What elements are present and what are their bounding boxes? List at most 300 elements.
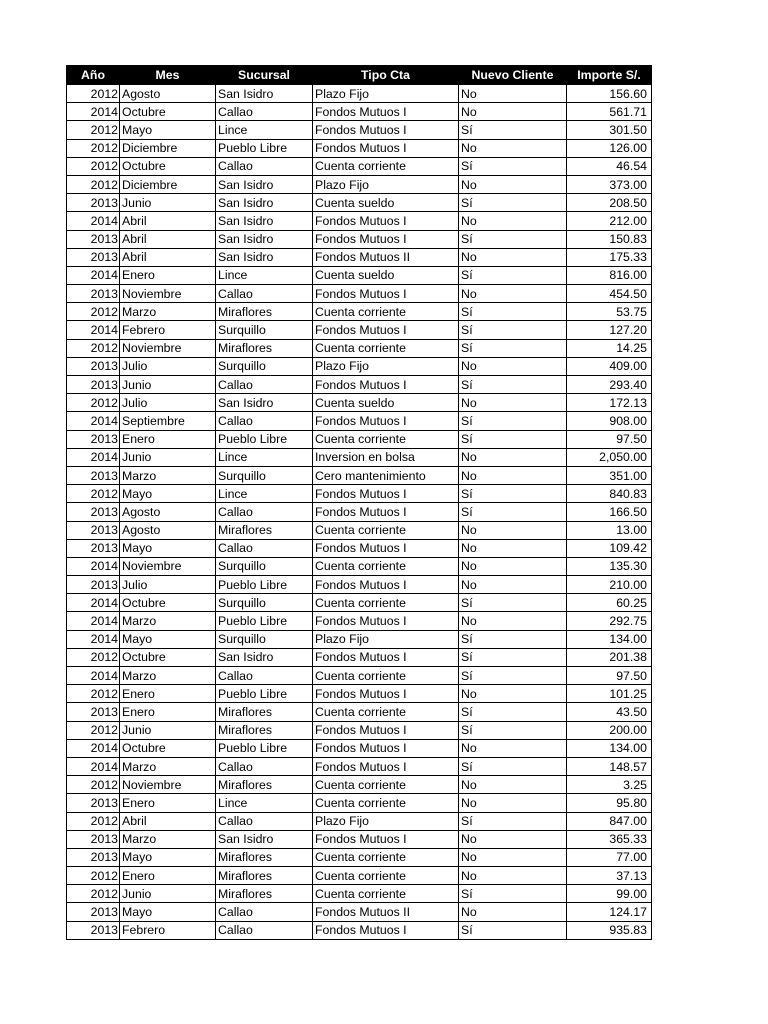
cell-importe[interactable]: 454.50 <box>567 285 652 303</box>
cell-importe[interactable]: 301.50 <box>567 121 652 139</box>
cell-tipo-cta[interactable]: Cuenta sueldo <box>313 266 459 284</box>
cell-sucursal[interactable]: Pueblo Libre <box>216 430 313 448</box>
cell-tipo-cta[interactable]: Fondos Mutuos I <box>313 612 459 630</box>
cell-sucursal[interactable]: Lince <box>216 266 313 284</box>
cell-anio[interactable]: 2012 <box>67 139 120 157</box>
cell-tipo-cta[interactable]: Fondos Mutuos I <box>313 485 459 503</box>
cell-sucursal[interactable]: San Isidro <box>216 194 313 212</box>
cell-sucursal[interactable]: Miraflores <box>216 339 313 357</box>
cell-sucursal[interactable]: Callao <box>216 412 313 430</box>
cell-anio[interactable]: 2012 <box>67 157 120 175</box>
table-row <box>67 757 652 775</box>
cell-anio[interactable]: 2013 <box>67 503 120 521</box>
cell-mes[interactable]: Diciembre <box>120 175 216 193</box>
cell-nuevo-cliente[interactable]: Sí <box>459 885 567 903</box>
cell-tipo-cta[interactable]: Fondos Mutuos II <box>313 248 459 266</box>
cell-importe[interactable]: 95.80 <box>567 794 652 812</box>
cell-sucursal[interactable]: Callao <box>216 921 313 939</box>
cell-anio[interactable]: 2014 <box>67 557 120 575</box>
cell-tipo-cta[interactable]: Cuenta corriente <box>313 339 459 357</box>
cell-sucursal[interactable]: Miraflores <box>216 885 313 903</box>
cell-mes[interactable]: Mayo <box>120 539 216 557</box>
cell-anio[interactable]: 2013 <box>67 376 120 394</box>
cell-mes[interactable]: Mayo <box>120 903 216 921</box>
cell-mes[interactable]: Enero <box>120 266 216 284</box>
cell-anio[interactable]: 2012 <box>67 648 120 666</box>
table-row <box>67 794 652 812</box>
cell-importe[interactable]: 908.00 <box>567 412 652 430</box>
cell-nuevo-cliente[interactable]: Sí <box>459 503 567 521</box>
cell-importe[interactable]: 60.25 <box>567 594 652 612</box>
cell-anio[interactable]: 2012 <box>67 303 120 321</box>
table-row <box>67 321 652 339</box>
cell-sucursal[interactable]: Pueblo Libre <box>216 139 313 157</box>
cell-tipo-cta[interactable]: Cuenta corriente <box>313 794 459 812</box>
cell-mes[interactable]: Octubre <box>120 594 216 612</box>
cell-importe[interactable]: 134.00 <box>567 739 652 757</box>
cell-nuevo-cliente[interactable]: No <box>459 867 567 885</box>
cell-mes[interactable]: Marzo <box>120 303 216 321</box>
table-row <box>67 85 652 103</box>
cell-sucursal[interactable]: Miraflores <box>216 867 313 885</box>
cell-nuevo-cliente[interactable]: Sí <box>459 266 567 284</box>
cell-importe[interactable]: 935.83 <box>567 921 652 939</box>
cell-anio[interactable]: 2013 <box>67 848 120 866</box>
cell-anio[interactable]: 2012 <box>67 339 120 357</box>
cell-nuevo-cliente[interactable]: Sí <box>459 594 567 612</box>
cell-nuevo-cliente[interactable]: No <box>459 539 567 557</box>
cell-sucursal[interactable]: Pueblo Libre <box>216 685 313 703</box>
cell-sucursal[interactable]: Callao <box>216 285 313 303</box>
cell-anio[interactable]: 2014 <box>67 212 120 230</box>
cell-anio[interactable]: 2012 <box>67 812 120 830</box>
cell-importe[interactable]: 200.00 <box>567 721 652 739</box>
cell-anio[interactable]: 2014 <box>67 412 120 430</box>
cell-tipo-cta[interactable]: Fondos Mutuos I <box>313 921 459 939</box>
cell-tipo-cta[interactable]: Fondos Mutuos I <box>313 139 459 157</box>
cell-tipo-cta[interactable]: Cuenta corriente <box>313 430 459 448</box>
cell-tipo-cta[interactable]: Fondos Mutuos I <box>313 685 459 703</box>
cell-sucursal[interactable]: Pueblo Libre <box>216 739 313 757</box>
cell-anio[interactable]: 2012 <box>67 485 120 503</box>
cell-anio[interactable]: 2013 <box>67 230 120 248</box>
cell-tipo-cta[interactable]: Cuenta sueldo <box>313 394 459 412</box>
cell-nuevo-cliente[interactable]: Sí <box>459 721 567 739</box>
cell-sucursal[interactable]: San Isidro <box>216 248 313 266</box>
cell-nuevo-cliente[interactable]: No <box>459 848 567 866</box>
cell-sucursal[interactable]: Lince <box>216 121 313 139</box>
cell-tipo-cta[interactable]: Cuenta corriente <box>313 703 459 721</box>
cell-nuevo-cliente[interactable]: No <box>459 794 567 812</box>
cell-tipo-cta[interactable]: Cuenta corriente <box>313 594 459 612</box>
cell-nuevo-cliente[interactable]: No <box>459 103 567 121</box>
table-row <box>67 357 652 375</box>
cell-sucursal[interactable]: Lince <box>216 448 313 466</box>
cell-importe[interactable]: 46.54 <box>567 157 652 175</box>
cell-tipo-cta[interactable]: Cuenta corriente <box>313 521 459 539</box>
cell-anio[interactable]: 2014 <box>67 594 120 612</box>
cell-nuevo-cliente[interactable]: No <box>459 285 567 303</box>
cell-sucursal[interactable]: Surquillo <box>216 466 313 484</box>
cell-mes[interactable]: Octubre <box>120 103 216 121</box>
cell-importe[interactable]: 210.00 <box>567 576 652 594</box>
cell-nuevo-cliente[interactable]: Sí <box>459 648 567 666</box>
cell-mes[interactable]: Julio <box>120 357 216 375</box>
cell-anio[interactable]: 2014 <box>67 630 120 648</box>
cell-anio[interactable]: 2013 <box>67 357 120 375</box>
cell-anio[interactable]: 2013 <box>67 285 120 303</box>
cell-tipo-cta[interactable]: Fondos Mutuos I <box>313 321 459 339</box>
cell-anio[interactable]: 2013 <box>67 466 120 484</box>
cell-nuevo-cliente[interactable]: Sí <box>459 157 567 175</box>
cell-importe[interactable]: 365.33 <box>567 830 652 848</box>
cell-nuevo-cliente[interactable]: Sí <box>459 121 567 139</box>
cell-mes[interactable]: Octubre <box>120 157 216 175</box>
cell-mes[interactable]: Julio <box>120 576 216 594</box>
cell-mes[interactable]: Febrero <box>120 321 216 339</box>
cell-tipo-cta[interactable]: Fondos Mutuos I <box>313 121 459 139</box>
cell-sucursal[interactable]: Callao <box>216 812 313 830</box>
cell-importe[interactable]: 99.00 <box>567 885 652 903</box>
cell-tipo-cta[interactable]: Plazo Fijo <box>313 85 459 103</box>
cell-importe[interactable]: 53.75 <box>567 303 652 321</box>
cell-mes[interactable]: Abril <box>120 248 216 266</box>
cell-anio[interactable]: 2012 <box>67 394 120 412</box>
cell-importe[interactable]: 561.71 <box>567 103 652 121</box>
cell-nuevo-cliente[interactable]: Sí <box>459 194 567 212</box>
cell-sucursal[interactable]: Callao <box>216 539 313 557</box>
cell-importe[interactable]: 847.00 <box>567 812 652 830</box>
cell-nuevo-cliente[interactable]: No <box>459 466 567 484</box>
cell-sucursal[interactable]: Miraflores <box>216 521 313 539</box>
cell-sucursal[interactable]: Pueblo Libre <box>216 576 313 594</box>
cell-importe[interactable]: 101.25 <box>567 685 652 703</box>
cell-tipo-cta[interactable]: Fondos Mutuos I <box>313 576 459 594</box>
table-row <box>67 812 652 830</box>
cell-nuevo-cliente[interactable]: No <box>459 739 567 757</box>
cell-anio[interactable]: 2013 <box>67 794 120 812</box>
cell-importe[interactable]: 3.25 <box>567 776 652 794</box>
table-row <box>67 430 652 448</box>
cell-importe[interactable]: 212.00 <box>567 212 652 230</box>
cell-tipo-cta[interactable]: Cuenta sueldo <box>313 194 459 212</box>
col-header-tipo-cta[interactable]: Tipo Cta <box>313 66 459 85</box>
cell-importe[interactable]: 172.13 <box>567 394 652 412</box>
cell-mes[interactable]: Junio <box>120 194 216 212</box>
cell-sucursal[interactable]: Surquillo <box>216 630 313 648</box>
cell-sucursal[interactable]: San Isidro <box>216 212 313 230</box>
cell-nuevo-cliente[interactable]: No <box>459 448 567 466</box>
cell-nuevo-cliente[interactable]: Sí <box>459 303 567 321</box>
cell-importe[interactable]: 43.50 <box>567 703 652 721</box>
cell-mes[interactable]: Abril <box>120 812 216 830</box>
cell-importe[interactable]: 124.17 <box>567 903 652 921</box>
cell-tipo-cta[interactable]: Cuenta corriente <box>313 667 459 685</box>
cell-importe[interactable]: 293.40 <box>567 376 652 394</box>
table-row <box>67 776 652 794</box>
cell-tipo-cta[interactable]: Fondos Mutuos I <box>313 376 459 394</box>
cell-anio[interactable]: 2013 <box>67 521 120 539</box>
cell-importe[interactable]: 97.50 <box>567 430 652 448</box>
cell-importe[interactable]: 148.57 <box>567 757 652 775</box>
cell-nuevo-cliente[interactable]: Sí <box>459 321 567 339</box>
cell-sucursal[interactable]: Callao <box>216 667 313 685</box>
cell-mes[interactable]: Septiembre <box>120 412 216 430</box>
cell-anio[interactable]: 2014 <box>67 757 120 775</box>
cell-mes[interactable]: Noviembre <box>120 776 216 794</box>
cell-anio[interactable]: 2014 <box>67 667 120 685</box>
cell-nuevo-cliente[interactable]: Sí <box>459 412 567 430</box>
cell-tipo-cta[interactable]: Plazo Fijo <box>313 357 459 375</box>
cell-sucursal[interactable]: Miraflores <box>216 703 313 721</box>
cell-nuevo-cliente[interactable]: No <box>459 776 567 794</box>
col-header-nuevo-cliente[interactable]: Nuevo Cliente <box>459 66 567 85</box>
cell-mes[interactable]: Febrero <box>120 921 216 939</box>
cell-tipo-cta[interactable]: Fondos Mutuos I <box>313 230 459 248</box>
cell-nuevo-cliente[interactable]: Sí <box>459 921 567 939</box>
cell-importe[interactable]: 77.00 <box>567 848 652 866</box>
cell-anio[interactable]: 2013 <box>67 576 120 594</box>
cell-mes[interactable]: Octubre <box>120 648 216 666</box>
cell-anio[interactable]: 2013 <box>67 830 120 848</box>
cell-sucursal[interactable]: Callao <box>216 903 313 921</box>
cell-nuevo-cliente[interactable]: Sí <box>459 339 567 357</box>
cell-sucursal[interactable]: Surquillo <box>216 357 313 375</box>
cell-anio[interactable]: 2013 <box>67 539 120 557</box>
cell-tipo-cta[interactable]: Inversion en bolsa <box>313 448 459 466</box>
cell-importe[interactable]: 126.00 <box>567 139 652 157</box>
cell-anio[interactable]: 2012 <box>67 721 120 739</box>
cell-mes[interactable]: Junio <box>120 376 216 394</box>
cell-sucursal[interactable]: Surquillo <box>216 557 313 575</box>
cell-tipo-cta[interactable]: Fondos Mutuos I <box>313 830 459 848</box>
cell-mes[interactable]: Enero <box>120 685 216 703</box>
cell-nuevo-cliente[interactable]: No <box>459 248 567 266</box>
cell-nuevo-cliente[interactable]: Sí <box>459 630 567 648</box>
cell-tipo-cta[interactable]: Plazo Fijo <box>313 630 459 648</box>
col-header-mes[interactable]: Mes <box>120 66 216 85</box>
cell-importe[interactable]: 166.50 <box>567 503 652 521</box>
cell-importe[interactable]: 156.60 <box>567 85 652 103</box>
cell-mes[interactable]: Marzo <box>120 612 216 630</box>
cell-sucursal[interactable]: Miraflores <box>216 848 313 866</box>
cell-anio[interactable]: 2014 <box>67 448 120 466</box>
cell-mes[interactable]: Mayo <box>120 630 216 648</box>
cell-mes[interactable]: Abril <box>120 212 216 230</box>
cell-mes[interactable]: Enero <box>120 794 216 812</box>
cell-nuevo-cliente[interactable]: No <box>459 212 567 230</box>
cell-importe[interactable]: 135.30 <box>567 557 652 575</box>
cell-sucursal[interactable]: San Isidro <box>216 394 313 412</box>
cell-importe[interactable]: 37.13 <box>567 867 652 885</box>
cell-mes[interactable]: Diciembre <box>120 139 216 157</box>
cell-mes[interactable]: Junio <box>120 721 216 739</box>
cell-tipo-cta[interactable]: Plazo Fijo <box>313 175 459 193</box>
cell-tipo-cta[interactable]: Cuenta corriente <box>313 157 459 175</box>
cell-nuevo-cliente[interactable]: No <box>459 685 567 703</box>
cell-sucursal[interactable]: Miraflores <box>216 776 313 794</box>
cell-anio[interactable]: 2014 <box>67 103 120 121</box>
cell-tipo-cta[interactable]: Cuenta corriente <box>313 303 459 321</box>
cell-anio[interactable]: 2013 <box>67 430 120 448</box>
cell-tipo-cta[interactable]: Cuenta corriente <box>313 848 459 866</box>
cell-tipo-cta[interactable]: Cuenta corriente <box>313 867 459 885</box>
cell-mes[interactable]: Marzo <box>120 830 216 848</box>
cell-tipo-cta[interactable]: Fondos Mutuos I <box>313 412 459 430</box>
cell-tipo-cta[interactable]: Cuenta corriente <box>313 557 459 575</box>
cell-mes[interactable]: Noviembre <box>120 285 216 303</box>
cell-tipo-cta[interactable]: Fondos Mutuos I <box>313 503 459 521</box>
cell-nuevo-cliente[interactable]: No <box>459 576 567 594</box>
cell-mes[interactable]: Marzo <box>120 466 216 484</box>
cell-anio[interactable]: 2013 <box>67 194 120 212</box>
cell-anio[interactable]: 2014 <box>67 266 120 284</box>
cell-anio[interactable]: 2012 <box>67 175 120 193</box>
cell-nuevo-cliente[interactable]: No <box>459 139 567 157</box>
cell-tipo-cta[interactable]: Fondos Mutuos I <box>313 721 459 739</box>
cell-nuevo-cliente[interactable]: No <box>459 903 567 921</box>
cell-mes[interactable]: Noviembre <box>120 339 216 357</box>
cell-nuevo-cliente[interactable]: Sí <box>459 485 567 503</box>
cell-sucursal[interactable]: Lince <box>216 485 313 503</box>
cell-importe[interactable]: 14.25 <box>567 339 652 357</box>
cell-tipo-cta[interactable]: Fondos Mutuos I <box>313 285 459 303</box>
cell-mes[interactable]: Abril <box>120 230 216 248</box>
cell-sucursal[interactable]: San Isidro <box>216 230 313 248</box>
cell-anio[interactable]: 2014 <box>67 739 120 757</box>
cell-mes[interactable]: Mayo <box>120 121 216 139</box>
cell-sucursal[interactable]: Miraflores <box>216 303 313 321</box>
cell-anio[interactable]: 2012 <box>67 867 120 885</box>
cell-importe[interactable]: 208.50 <box>567 194 652 212</box>
table-row <box>67 739 652 757</box>
cell-mes[interactable]: Enero <box>120 703 216 721</box>
cell-nuevo-cliente[interactable]: No <box>459 830 567 848</box>
cell-mes[interactable]: Enero <box>120 867 216 885</box>
cell-anio[interactable]: 2014 <box>67 321 120 339</box>
cell-anio[interactable]: 2013 <box>67 248 120 266</box>
cell-anio[interactable]: 2012 <box>67 85 120 103</box>
cell-tipo-cta[interactable]: Fondos Mutuos I <box>313 648 459 666</box>
cell-sucursal[interactable]: San Isidro <box>216 175 313 193</box>
cell-nuevo-cliente[interactable]: No <box>459 357 567 375</box>
cell-sucursal[interactable]: Callao <box>216 157 313 175</box>
cell-importe[interactable]: 840.83 <box>567 485 652 503</box>
cell-tipo-cta[interactable]: Cuenta corriente <box>313 776 459 794</box>
cell-nuevo-cliente[interactable]: No <box>459 175 567 193</box>
cell-importe[interactable]: 134.00 <box>567 630 652 648</box>
cell-tipo-cta[interactable]: Cuenta corriente <box>313 885 459 903</box>
cell-mes[interactable]: Enero <box>120 430 216 448</box>
cell-mes[interactable]: Octubre <box>120 739 216 757</box>
cell-sucursal[interactable]: San Isidro <box>216 85 313 103</box>
cell-sucursal[interactable]: San Isidro <box>216 648 313 666</box>
cell-nuevo-cliente[interactable]: Sí <box>459 667 567 685</box>
cell-importe[interactable]: 2,050.00 <box>567 448 652 466</box>
cell-anio[interactable]: 2013 <box>67 921 120 939</box>
cell-mes[interactable]: Julio <box>120 394 216 412</box>
cell-nuevo-cliente[interactable]: No <box>459 394 567 412</box>
cell-nuevo-cliente[interactable]: No <box>459 85 567 103</box>
cell-mes[interactable]: Agosto <box>120 503 216 521</box>
cell-importe[interactable]: 109.42 <box>567 539 652 557</box>
cell-tipo-cta[interactable]: Fondos Mutuos I <box>313 212 459 230</box>
cell-importe[interactable]: 175.33 <box>567 248 652 266</box>
cell-anio[interactable]: 2012 <box>67 776 120 794</box>
cell-importe[interactable]: 409.00 <box>567 357 652 375</box>
col-header-sucursal[interactable]: Sucursal <box>216 66 313 85</box>
cell-mes[interactable]: Mayo <box>120 485 216 503</box>
cell-tipo-cta[interactable]: Cero mantenimiento <box>313 466 459 484</box>
cell-tipo-cta[interactable]: Fondos Mutuos II <box>313 903 459 921</box>
cell-nuevo-cliente[interactable]: No <box>459 557 567 575</box>
cell-nuevo-cliente[interactable]: No <box>459 612 567 630</box>
cell-mes[interactable]: Marzo <box>120 757 216 775</box>
cell-tipo-cta[interactable]: Fondos Mutuos I <box>313 757 459 775</box>
cell-tipo-cta[interactable]: Fondos Mutuos I <box>313 539 459 557</box>
cell-importe[interactable]: 150.83 <box>567 230 652 248</box>
cell-sucursal[interactable]: Callao <box>216 376 313 394</box>
cell-sucursal[interactable]: Lince <box>216 794 313 812</box>
cell-importe[interactable]: 351.00 <box>567 466 652 484</box>
cell-importe[interactable]: 292.75 <box>567 612 652 630</box>
cell-mes[interactable]: Mayo <box>120 848 216 866</box>
cell-importe[interactable]: 97.50 <box>567 667 652 685</box>
cell-sucursal[interactable]: San Isidro <box>216 830 313 848</box>
cell-mes[interactable]: Agosto <box>120 85 216 103</box>
cell-importe[interactable]: 13.00 <box>567 521 652 539</box>
table-row <box>67 139 652 157</box>
cell-nuevo-cliente[interactable]: Sí <box>459 812 567 830</box>
cell-sucursal[interactable]: Surquillo <box>216 594 313 612</box>
cell-tipo-cta[interactable]: Fondos Mutuos I <box>313 739 459 757</box>
cell-tipo-cta[interactable]: Fondos Mutuos I <box>313 103 459 121</box>
cell-nuevo-cliente[interactable]: Sí <box>459 430 567 448</box>
cell-sucursal[interactable]: Callao <box>216 757 313 775</box>
cell-anio[interactable]: 2013 <box>67 703 120 721</box>
cell-nuevo-cliente[interactable]: Sí <box>459 230 567 248</box>
cell-importe[interactable]: 816.00 <box>567 266 652 284</box>
table-row <box>67 303 652 321</box>
cell-importe[interactable]: 373.00 <box>567 175 652 193</box>
cell-sucursal[interactable]: Miraflores <box>216 721 313 739</box>
cell-anio[interactable]: 2014 <box>67 612 120 630</box>
cell-importe[interactable]: 201.38 <box>567 648 652 666</box>
cell-sucursal[interactable]: Surquillo <box>216 321 313 339</box>
cell-importe[interactable]: 127.20 <box>567 321 652 339</box>
cell-nuevo-cliente[interactable]: No <box>459 521 567 539</box>
cell-mes[interactable]: Junio <box>120 885 216 903</box>
col-header-importe[interactable]: Importe S/. <box>567 66 652 85</box>
cell-sucursal[interactable]: Callao <box>216 103 313 121</box>
cell-mes[interactable]: Junio <box>120 448 216 466</box>
cell-anio[interactable]: 2012 <box>67 885 120 903</box>
cell-sucursal[interactable]: Callao <box>216 503 313 521</box>
col-header-anio[interactable]: Año <box>67 66 120 85</box>
cell-anio[interactable]: 2013 <box>67 903 120 921</box>
cell-anio[interactable]: 2012 <box>67 121 120 139</box>
cell-mes[interactable]: Agosto <box>120 521 216 539</box>
cell-nuevo-cliente[interactable]: Sí <box>459 703 567 721</box>
cell-sucursal[interactable]: Pueblo Libre <box>216 612 313 630</box>
cell-mes[interactable]: Marzo <box>120 667 216 685</box>
table-row <box>67 921 652 939</box>
cell-nuevo-cliente[interactable]: Sí <box>459 757 567 775</box>
cell-tipo-cta[interactable]: Plazo Fijo <box>313 812 459 830</box>
cell-nuevo-cliente[interactable]: Sí <box>459 376 567 394</box>
cell-anio[interactable]: 2012 <box>67 685 120 703</box>
cell-mes[interactable]: Noviembre <box>120 557 216 575</box>
